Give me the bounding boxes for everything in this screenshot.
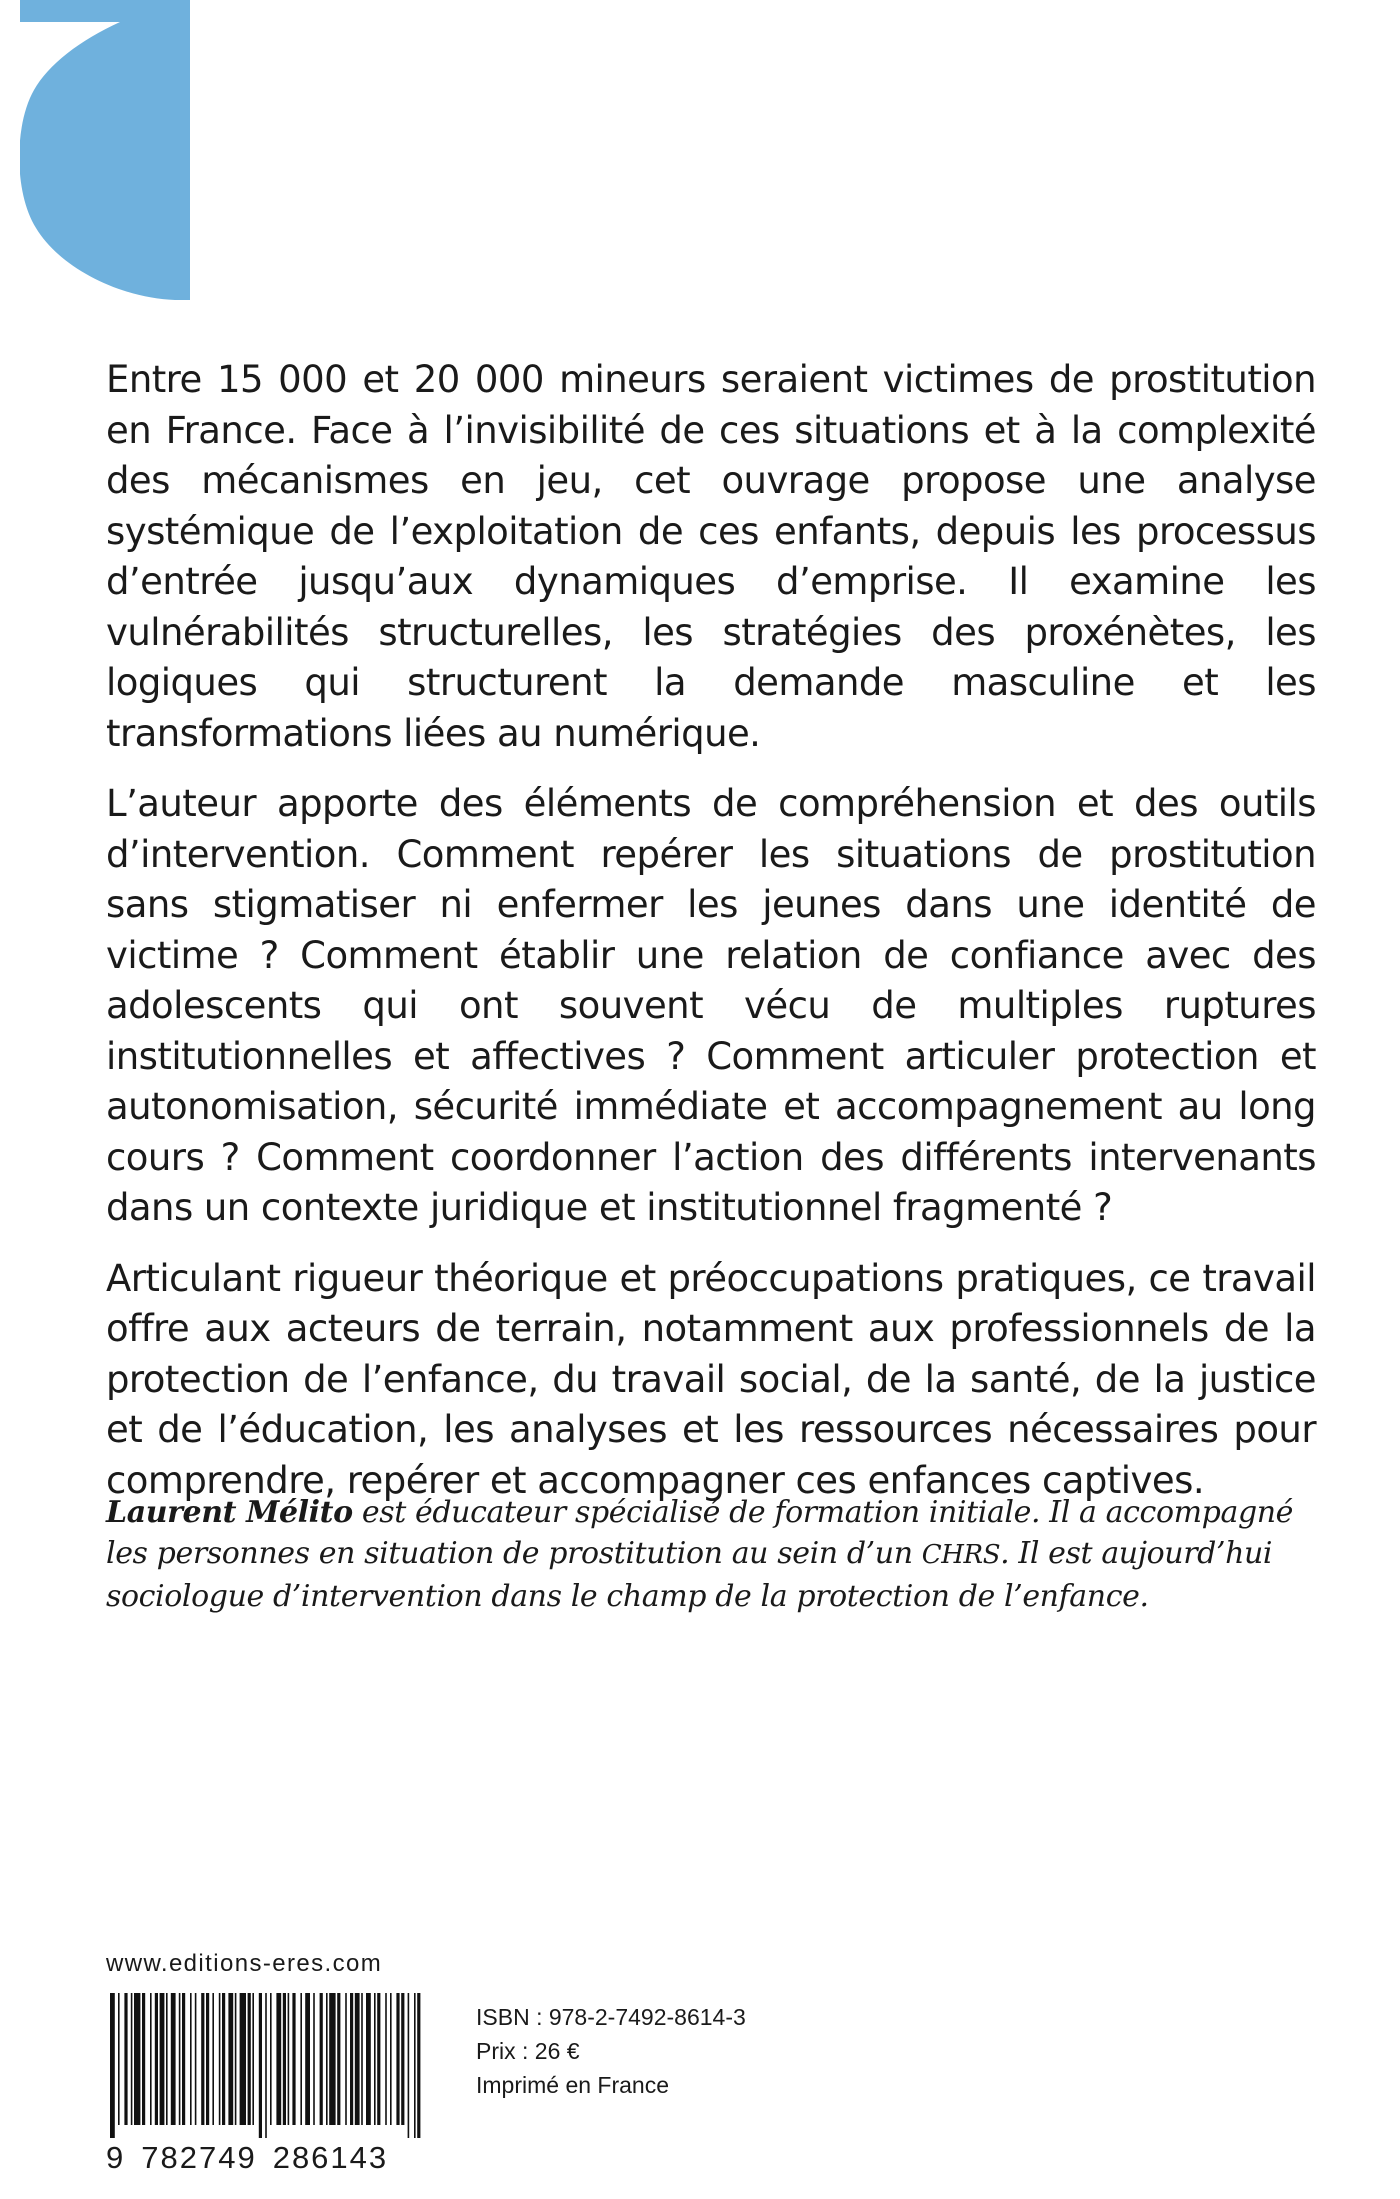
barcode-bar [401,1993,404,2125]
barcode-bar [355,1993,360,2125]
barcode-bar [345,1993,347,2125]
barcode-bar [265,1993,267,2138]
barcode-bar [134,1993,140,2125]
blurb-paragraph-2: L’auteur apporte des éléments de compréhension et des outils d’intervention. Comment repérer les situations de prostitution sans stigmatiser ni enfermer les jeunes dans une identité de victime ? Comment établir une relation de confiance avec des adolescents qui ont souvent vécu de multiples ruptures institutionnelles et affectives ? Comment articuler protection et autonomisation, sécurité immédiate et accompagnement au long cours ? Comment coordonner l’action des différents intervenants dans un contexte juridique et institutionnel fragmenté ? [106,782,1316,1229]
barcode-bar [252,1993,254,2125]
barcode-bar [228,1993,233,2125]
barcode-bar [300,1993,302,2125]
barcode-bar [201,1993,204,2125]
barcode-bar [240,1993,246,2125]
barcode-bar [408,1993,410,2138]
barcode-bar [219,1993,221,2125]
barcode-bar [195,1993,197,2125]
barcode-digits [106,2140,426,2176]
barcode-bar [270,1993,272,2125]
barcode-bar [417,1993,420,2138]
barcode-bar [110,1993,115,2138]
barcode-bar [326,1993,328,2125]
barcode-bar [337,1993,340,2125]
printed-in-text: Imprimé en France [476,2072,670,2098]
barcode-bar [259,1993,262,2138]
barcode-digit-group-2: 286143 [272,2140,389,2175]
barcode-digit-group-1: 782749 [141,2140,257,2175]
author-bio [106,1492,1316,1617]
book-meta [476,2000,746,2102]
publisher-website[interactable]: www.editions-eres.com [106,1950,383,1977]
barcode-bar [118,1993,120,2125]
barcode-bar [329,1993,335,2125]
bio-acronym: CHRS [921,1540,1001,1570]
bio-text-a: est éducateur spécialisé de formation initiale. Il a accompagné les personnes en situation de prostitution au sein d’un [106,1495,1294,1571]
blurb-paragraph-3: Articulant rigueur théorique et préoccupations pratiques, ce travail offre aux acteurs de terrain, notamment aux professionnels de la protection de l’enfance, du travail social, de la santé, de la justice et de l’éducation, les analyses et les ressources nécessaires pour comprendre, repérer et accompagner ces enfances captives. [106,1256,1316,1502]
barcode-bar [235,1993,237,2125]
barcode-bar [292,1993,295,2125]
barcode-bar [283,1993,286,2125]
barcode-bar [155,1993,158,2125]
barcode-bar [179,1993,181,2125]
barcode-bar [361,1993,363,2125]
barcode-bar [385,1993,387,2125]
barcode-bar [124,1993,127,2125]
barcode-bar [171,1993,176,2125]
barcode-bar [276,1993,281,2125]
isbn-text: ISBN : 978-2-7492-8614-3 [476,2004,746,2030]
author-name: Laurent Mélito [106,1495,353,1530]
blurb-paragraph-1: Entre 15 000 et 20 000 mineurs seraient victimes de prostitution en France. Face à l’invisibilité de ces situations et à la complexité des mécanismes en jeu, cet ouvrage propose une analyse systémique de l’exploitation de ces enfants, depuis les processus d’entrée jusqu’aux dynamiques d’emprise. Il examine les vulnérabilités structurelles, les stratégies des proxénètes, les logiques qui structurent la demande masculine et les transformations liées au numérique. [106,358,1316,755]
barcode-bar [222,1993,225,2125]
barcode-bar [374,1993,376,2125]
barcode-bar [182,1993,185,2125]
back-cover-blurb [106,355,1316,1526]
barcode-bar [212,1993,214,2125]
barcode-bar [288,1993,290,2125]
barcode-bar [377,1993,380,2125]
isbn-barcode [106,1993,426,2138]
barcode-bar [320,1993,323,2125]
barcode-bar [366,1993,371,2125]
barcode-bar [414,1993,416,2138]
barcode-bar [206,1993,209,2125]
barcode-bar [131,1993,133,2125]
publisher-logo-shape [0,0,200,300]
barcode-bar [166,1993,168,2125]
barcode-bar [142,1993,145,2125]
barcode-bar [350,1993,353,2125]
barcode-bar [390,1993,392,2125]
barcode-digit-first: 9 [106,2140,126,2175]
barcode-bar [190,1993,192,2125]
bio-text-b: . Il est aujourd’hui sociologue d’intervention dans le champ de la protection de l’enfance. [106,1536,1273,1614]
barcode-bar [396,1993,399,2125]
barcode-bar [150,1993,152,2125]
barcode-bar [248,1993,251,2125]
barcode-bar [305,1993,310,2125]
barcode-bar [313,1993,315,2125]
barcode-bar [160,1993,165,2125]
price-text: Prix : 26 € [476,2038,580,2064]
